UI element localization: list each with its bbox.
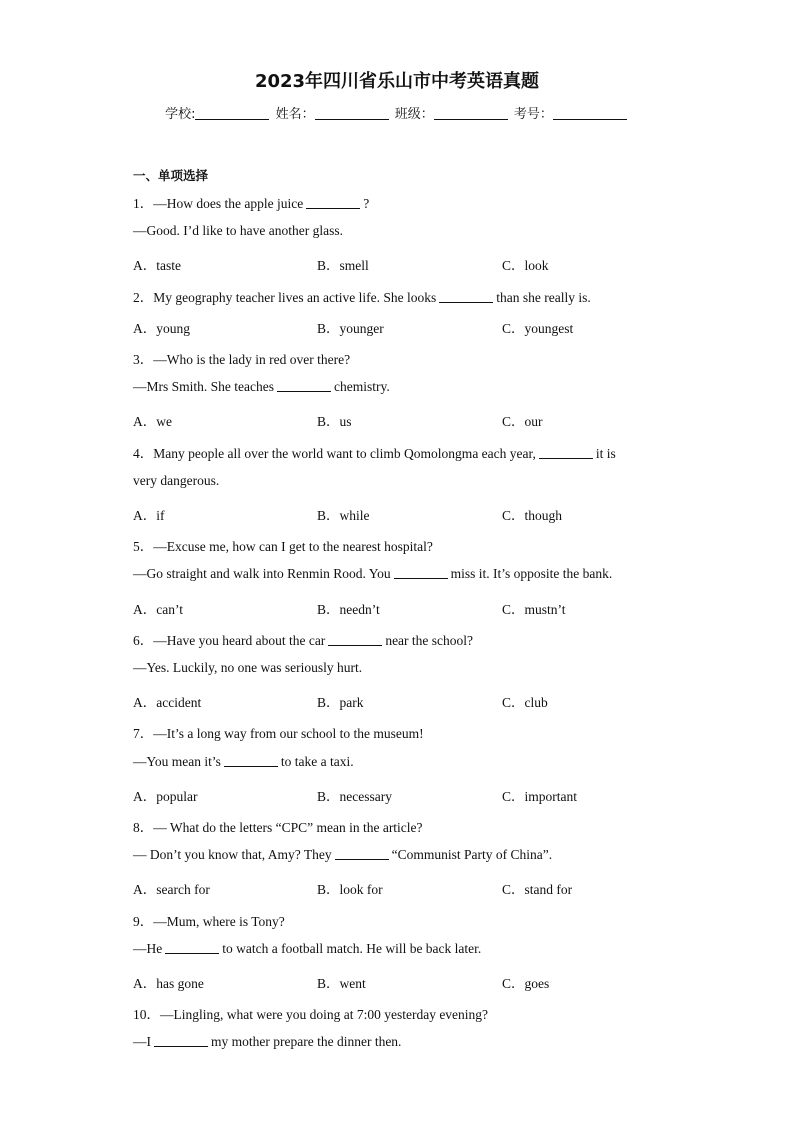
answer-blank[interactable] — [165, 941, 219, 954]
number-blank[interactable] — [553, 106, 627, 120]
question-text: —Go straight and walk into Renmin Rood. You — [133, 566, 391, 582]
question-1-option-b[interactable]: B．smell — [317, 258, 369, 274]
question-text: 4．Many people all over the world want to climb Qomolongma each year, — [133, 445, 536, 461]
question-text: 10．—Lingling, what were you doing at 7:00 yesterday evening? — [133, 1007, 489, 1023]
question-text-tail: it is — [595, 445, 616, 461]
question-text: 2．My geography teacher lives an active life. She looks — [133, 289, 437, 305]
question-text: —Good. I’d like to have another glass. — [133, 223, 343, 239]
question-6-option-b[interactable]: B．park — [317, 695, 364, 711]
question-9-option-b[interactable]: B．went — [317, 976, 366, 991]
question-text: 7．—It’s a long way from our school to the museum! — [133, 726, 424, 742]
question-text: —He — [133, 940, 163, 956]
question-text-tail: ? — [363, 196, 370, 211]
question-7-option-a[interactable]: A．popular — [133, 788, 198, 804]
answer-blank[interactable] — [306, 196, 360, 209]
question-3-option-b[interactable]: B．us — [317, 414, 352, 430]
name-blank[interactable] — [315, 106, 389, 120]
question-7-option-b[interactable]: B．necessary — [317, 788, 392, 804]
answer-blank[interactable] — [439, 290, 493, 303]
question-4-line-2 — [133, 473, 219, 489]
question-6-line-1 — [133, 629, 473, 649]
answer-blank[interactable] — [394, 566, 448, 579]
class-blank[interactable] — [434, 106, 508, 120]
name-label: 姓名： — [275, 107, 315, 122]
question-text-tail: miss it. It’s opposite the bank. — [450, 566, 613, 582]
question-1-option-c[interactable]: C．look — [502, 258, 549, 274]
question-text-tail: to take a taxi. — [280, 753, 354, 769]
question-text: 1．—How does the apple juice — [133, 196, 304, 211]
question-8-option-a[interactable]: A．search for — [133, 882, 210, 898]
question-8-line-2 — [133, 847, 552, 863]
question-1-line-1 — [133, 192, 369, 212]
question-6-line-2 — [133, 660, 362, 676]
school-blank[interactable] — [195, 106, 269, 120]
question-7-line-1 — [133, 722, 424, 742]
answer-blank[interactable] — [328, 633, 382, 646]
question-text-tail: “Communist Party of China”. — [391, 847, 553, 863]
question-8-option-b[interactable]: B．look for — [317, 882, 383, 898]
question-6-option-a[interactable]: A．accident — [133, 695, 202, 711]
question-text-tail: than she really is. — [496, 289, 591, 305]
question-text: —Yes. Luckily, no one was seriously hurt. — [133, 660, 363, 675]
section-title: 一、单项选择 — [133, 168, 209, 183]
question-2-option-c[interactable]: C．youngest — [502, 320, 574, 336]
answer-blank[interactable] — [224, 754, 278, 767]
question-3-line-1 — [133, 348, 350, 368]
question-text: —You mean it’s — [133, 753, 221, 769]
answer-blank[interactable] — [335, 847, 389, 860]
question-3-option-a[interactable]: A．we — [133, 414, 172, 430]
question-1-option-a[interactable]: A．taste — [133, 258, 181, 274]
question-4-option-b[interactable]: B．while — [317, 508, 370, 523]
question-2-option-a[interactable]: A．young — [133, 320, 190, 336]
question-9-line-1 — [133, 910, 285, 930]
answer-blank[interactable] — [154, 1034, 208, 1047]
answer-blank[interactable] — [539, 446, 593, 459]
question-4-line-1 — [133, 442, 616, 462]
question-8-line-1 — [133, 816, 423, 836]
question-8-option-c[interactable]: C．stand for — [502, 882, 573, 898]
question-5-line-2 — [133, 566, 612, 582]
question-3-line-2 — [133, 379, 390, 395]
question-5-option-a[interactable]: A．can’t — [133, 601, 183, 617]
page-title: 2023年四川省乐山市中考英语真题 — [254, 71, 540, 92]
answer-blank[interactable] — [277, 379, 331, 392]
question-6-option-c[interactable]: C．club — [502, 695, 548, 711]
question-text-tail: my mother prepare the dinner then. — [211, 1034, 402, 1050]
question-5-option-c[interactable]: C．mustn’t — [502, 601, 566, 617]
question-text: 8．— What do the letters “CPC” mean in the article? — [133, 820, 423, 835]
question-2-line-1 — [133, 286, 591, 306]
question-9-line-2 — [133, 941, 481, 957]
question-text-tail: near the school? — [385, 632, 474, 648]
question-text: very dangerous. — [133, 472, 220, 488]
question-9-option-a[interactable]: A．has gone — [133, 976, 204, 991]
question-text-tail: to watch a football match. He will be back later. — [222, 940, 482, 956]
question-1-line-2 — [133, 223, 343, 239]
question-5-line-1 — [133, 535, 433, 555]
question-10-line-1 — [133, 1003, 488, 1023]
question-7-line-2 — [133, 754, 354, 770]
school-label: 学校: — [165, 107, 196, 122]
question-text: —I — [133, 1034, 151, 1050]
question-4-option-c[interactable]: C．though — [502, 508, 563, 523]
question-2-option-b[interactable]: B．younger — [317, 320, 384, 336]
question-text: —Mrs Smith. She teaches — [133, 379, 274, 395]
question-text: — Don’t you know that, Amy? They — [133, 847, 332, 863]
student-info-row — [0, 103, 794, 122]
number-label: 考号： — [513, 107, 553, 122]
question-10-line-2 — [133, 1034, 401, 1050]
question-4-option-a[interactable]: A．if — [133, 508, 165, 523]
question-text: 6．—Have you heard about the car — [133, 632, 326, 648]
question-7-option-c[interactable]: C．important — [502, 788, 577, 804]
question-9-option-c[interactable]: C．goes — [502, 976, 550, 991]
question-text: 9．—Mum, where is Tony? — [133, 913, 285, 929]
question-text-tail: chemistry. — [334, 379, 390, 395]
question-3-option-c[interactable]: C．our — [502, 414, 543, 430]
question-text: 3．—Who is the lady in red over there? — [133, 352, 351, 367]
question-text: 5．—Excuse me, how can I get to the nearest hospital? — [133, 539, 433, 555]
question-5-option-b[interactable]: B．needn’t — [317, 601, 380, 617]
class-label: 班级： — [394, 107, 434, 122]
